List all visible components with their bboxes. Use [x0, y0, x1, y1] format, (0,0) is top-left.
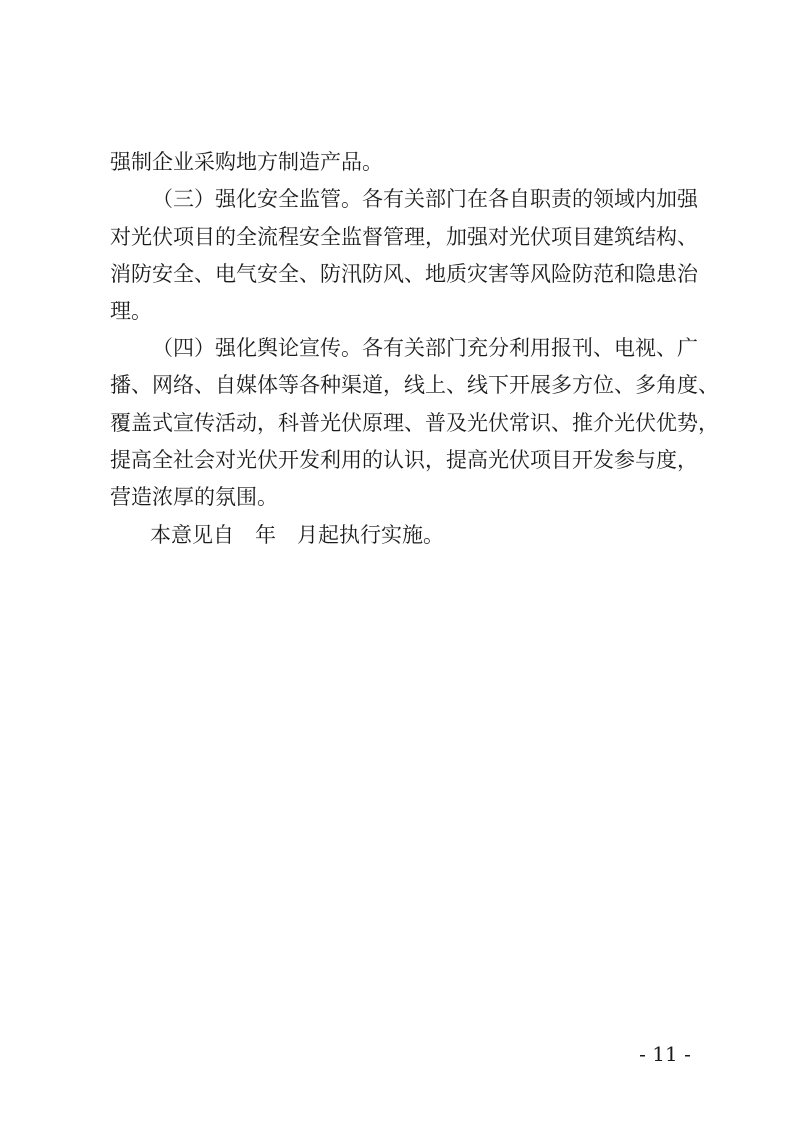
paragraph-line: 消防安全、电气安全、防汛防风、地质灾害等风险防范和隐患治: [110, 262, 698, 286]
paragraph-line: 营造浓厚的氛围。: [110, 485, 278, 509]
effective-date-line: 本意见自 年 月起执行实施。: [150, 523, 444, 547]
paragraph-line: 强制企业采购地方制造产品。: [110, 150, 383, 174]
paragraph-line: 理。: [110, 299, 152, 323]
paragraph-line: 提高全社会对光伏开发利用的认识，提高光伏项目开发参与度，: [110, 448, 698, 472]
page-number: - 11 -: [639, 1042, 691, 1066]
paragraph-line: 覆盖式宣传活动，科普光伏原理、普及光伏常识、推介光伏优势，: [110, 411, 719, 435]
section-heading-line-4: （四）强化舆论宣传。各有关部门充分利用报刊、电视、广: [152, 336, 698, 360]
paragraph-line: 播、网络、自媒体等各种渠道，线上、线下开展多方位、多角度、: [110, 373, 719, 397]
section-heading-line-3: （三）强化安全监管。各有关部门在各自职责的领域内加强: [152, 187, 698, 211]
paragraph-line: 对光伏项目的全流程安全监督管理，加强对光伏项目建筑结构、: [110, 225, 698, 249]
